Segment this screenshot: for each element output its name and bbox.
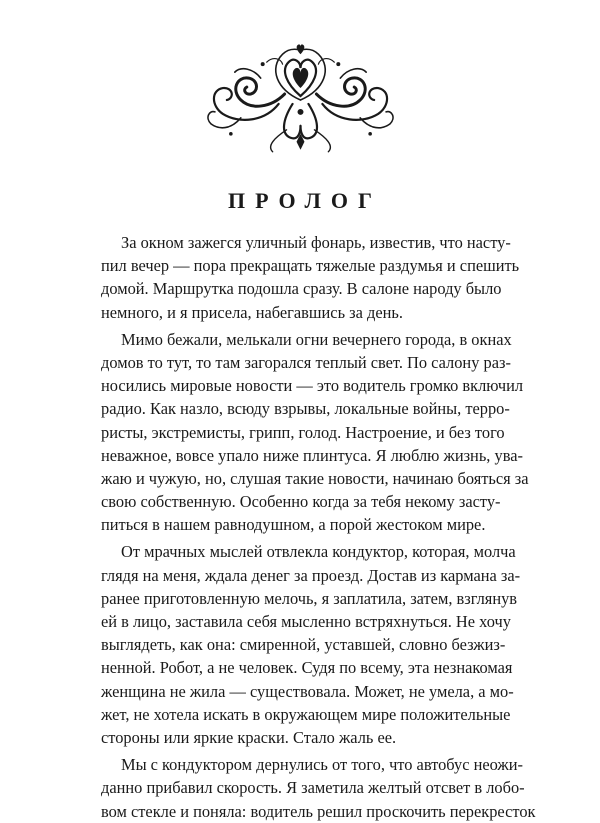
paragraph bbox=[101, 328, 529, 537]
text-line: немного, и я присела, набегавшись за день. bbox=[101, 302, 403, 322]
text-line: ей в лицо, заставила себя мысленно встряхнуться. Не хочу bbox=[101, 612, 511, 631]
body-text bbox=[101, 231, 536, 823]
text-line: радио. Как назло, всюду взрывы, локальные войны, терро- bbox=[101, 399, 510, 419]
text-line: жет, не хотела искать в окружающем мире положительные bbox=[101, 704, 511, 724]
text-line: жаю и чужую, но, слушая такие новости, начинаю бояться за bbox=[101, 468, 529, 488]
text-line: носились мировые новости — это водитель громко включил bbox=[101, 376, 524, 396]
text-line: домой. Маршрутка подошла сразу. В салоне народу было bbox=[101, 279, 502, 299]
text-line: вом стекле и поняла: водитель решил проскочить перекресток bbox=[101, 801, 536, 821]
text-line: ристы, экстремисты, грипп, голод. Настроение, и без того bbox=[101, 422, 505, 442]
text-line: домов то тут, то там загорался теплый свет. По салону раз- bbox=[101, 352, 511, 372]
text-line: неважное, вовсе упало ниже плинтуса. Я люблю жизнь, ува- bbox=[101, 445, 523, 465]
paragraph bbox=[101, 753, 536, 823]
text-line: данно прибавил скорость. Я заметила желтый отсвет в лобо- bbox=[101, 778, 525, 798]
text-line: ненной. Робот, а не человек. Судя по всему, эта незнакомая bbox=[101, 658, 513, 678]
text-line: За окном зажегся уличный фонарь, известив, что насту- bbox=[121, 233, 511, 252]
text-line: питься в нашем равнодушном, а порой жестоком мире. bbox=[101, 515, 486, 535]
text-line: свою собственную. Особенно когда за тебя некому засту- bbox=[101, 492, 501, 512]
chapter-title: ПРОЛОГ bbox=[228, 188, 382, 213]
decorative-ornament-icon bbox=[201, 38, 400, 156]
text-line: глядя на меня, ждала денег за проезд. Достав из кармана за- bbox=[101, 565, 521, 585]
text-line: Мимо бежали, мелькали огни вечернего города, в окнах bbox=[121, 329, 512, 349]
paragraph bbox=[101, 540, 521, 749]
text-line: Мы с кондуктором дернулись от того, что автобус неожи- bbox=[121, 755, 523, 775]
text-line: пил вечер — пора прекращать тяжелые раздумья и спешить bbox=[101, 256, 520, 276]
text-line: От мрачных мыслей отвлекла кондуктор, которая, молча bbox=[121, 542, 516, 562]
paragraph bbox=[101, 231, 520, 324]
text-line: выглядеть, как она: смиренной, уставшей, словно безжиз- bbox=[101, 635, 506, 655]
text-line: женщина не жила — существовала. Может, не умела, а мо- bbox=[101, 681, 514, 701]
text-line: стороны или яркие краски. Стало жаль ее. bbox=[101, 727, 397, 747]
text-line: ранее приготовленную мелочь, я заплатила, затем, взглянув bbox=[101, 588, 518, 608]
